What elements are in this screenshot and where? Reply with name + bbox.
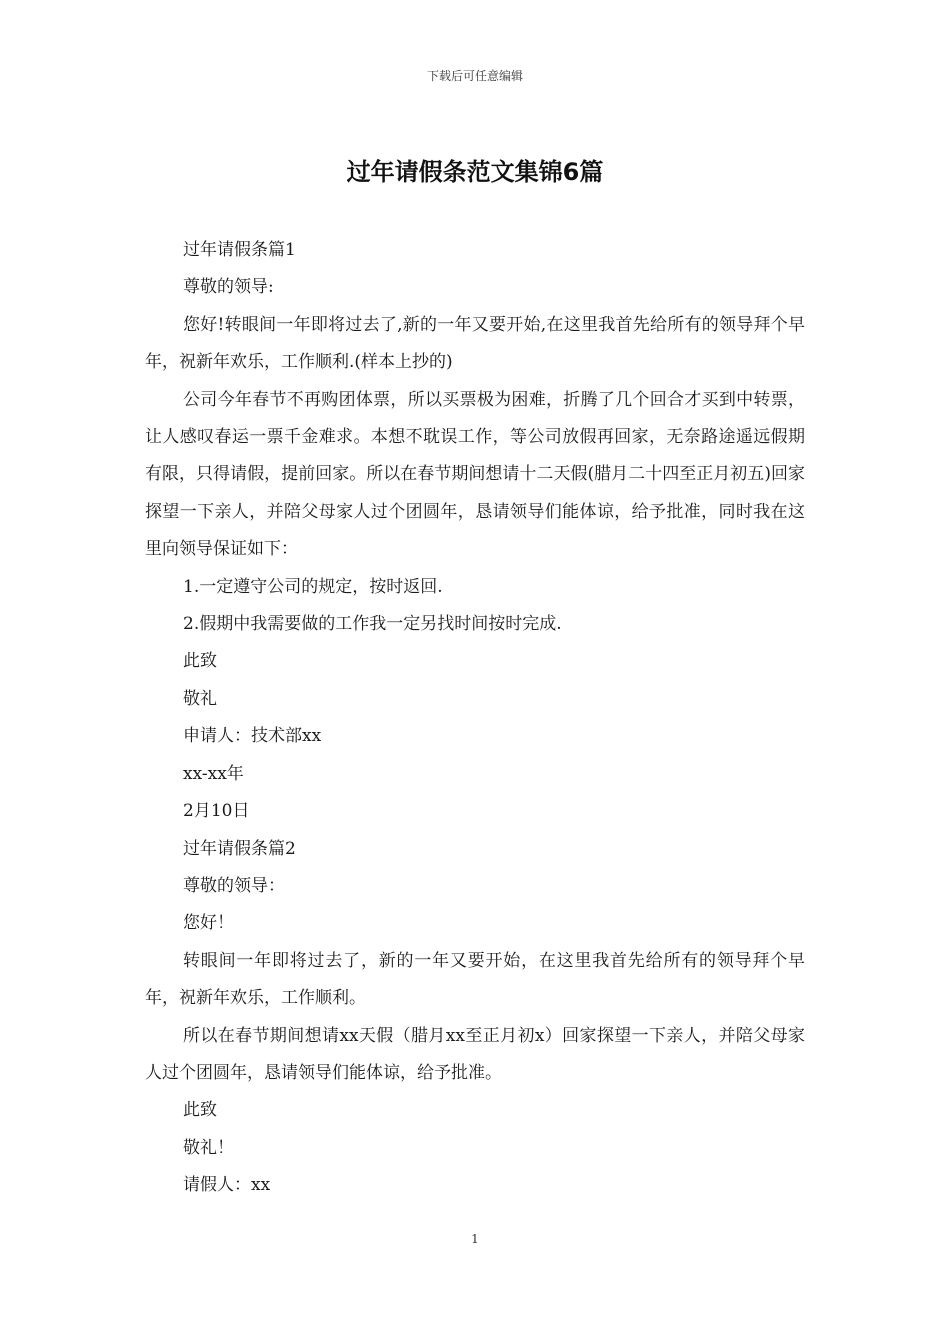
page-header-note: 下载后可任意编辑	[426, 69, 523, 83]
body-paragraph: 公司今年春节不再购团体票，所以买票极为困难，折腾了几个回合才买到中转票，让人感叹春运一票千金难求。本想不耽误工作，等公司放假再回家，无奈路途遥远假期有限，只得请假，提前回家。所以在春节期间想请十二天假(腊月二十四至正月初五)回家探望一下亲人，并陪父母家人过个团圆年，恳请领导们能体谅，给予批准，同时我在这里向领导保证如下：	[145, 389, 805, 560]
applicant-line: 请假人：xx	[183, 1175, 271, 1196]
salutation: 尊敬的领导:	[183, 277, 274, 298]
body-paragraph: 转眼间一年即将过去了，新的一年又要开始，在这里我首先给所有的领导拜个早年，祝新年欢乐，工作顺利。	[145, 950, 805, 1009]
greeting-line: 您好！	[183, 913, 234, 934]
page-number: 1	[471, 1232, 479, 1246]
list-item: 1.一定遵守公司的规定，按时返回.	[183, 576, 443, 597]
document-body	[145, 232, 805, 1205]
applicant-line: 申请人：技术部xx	[183, 726, 322, 747]
list-item: 2.假期中我需要做的工作我一定另找时间按时完成.	[183, 614, 562, 635]
section-heading-1: 过年请假条篇1	[183, 240, 296, 260]
closing-line: 此致	[183, 651, 217, 672]
salutation: 尊敬的领导：	[183, 875, 285, 896]
document-title: 过年请假条范文集锦6篇	[346, 158, 604, 186]
closing-line: 敬礼	[183, 688, 217, 709]
date-line: 2月10日	[183, 801, 250, 822]
closing-line: 此致	[183, 1100, 217, 1121]
body-paragraph: 您好!转眼间一年即将过去了,新的一年又要开始,在这里我首先给所有的领导拜个早年，祝新年欢乐，工作顺利.(样本上抄的)	[145, 314, 805, 373]
section-heading-2: 过年请假条篇2	[183, 838, 296, 859]
closing-line: 敬礼！	[183, 1137, 234, 1158]
body-paragraph: 所以在春节期间想请xx天假（腊月xx至正月初x）回家探望一下亲人，并陪父母家人过个团圆年，恳请领导们能体谅，给予批准。	[145, 1025, 805, 1083]
date-line: xx-xx年	[183, 763, 244, 784]
